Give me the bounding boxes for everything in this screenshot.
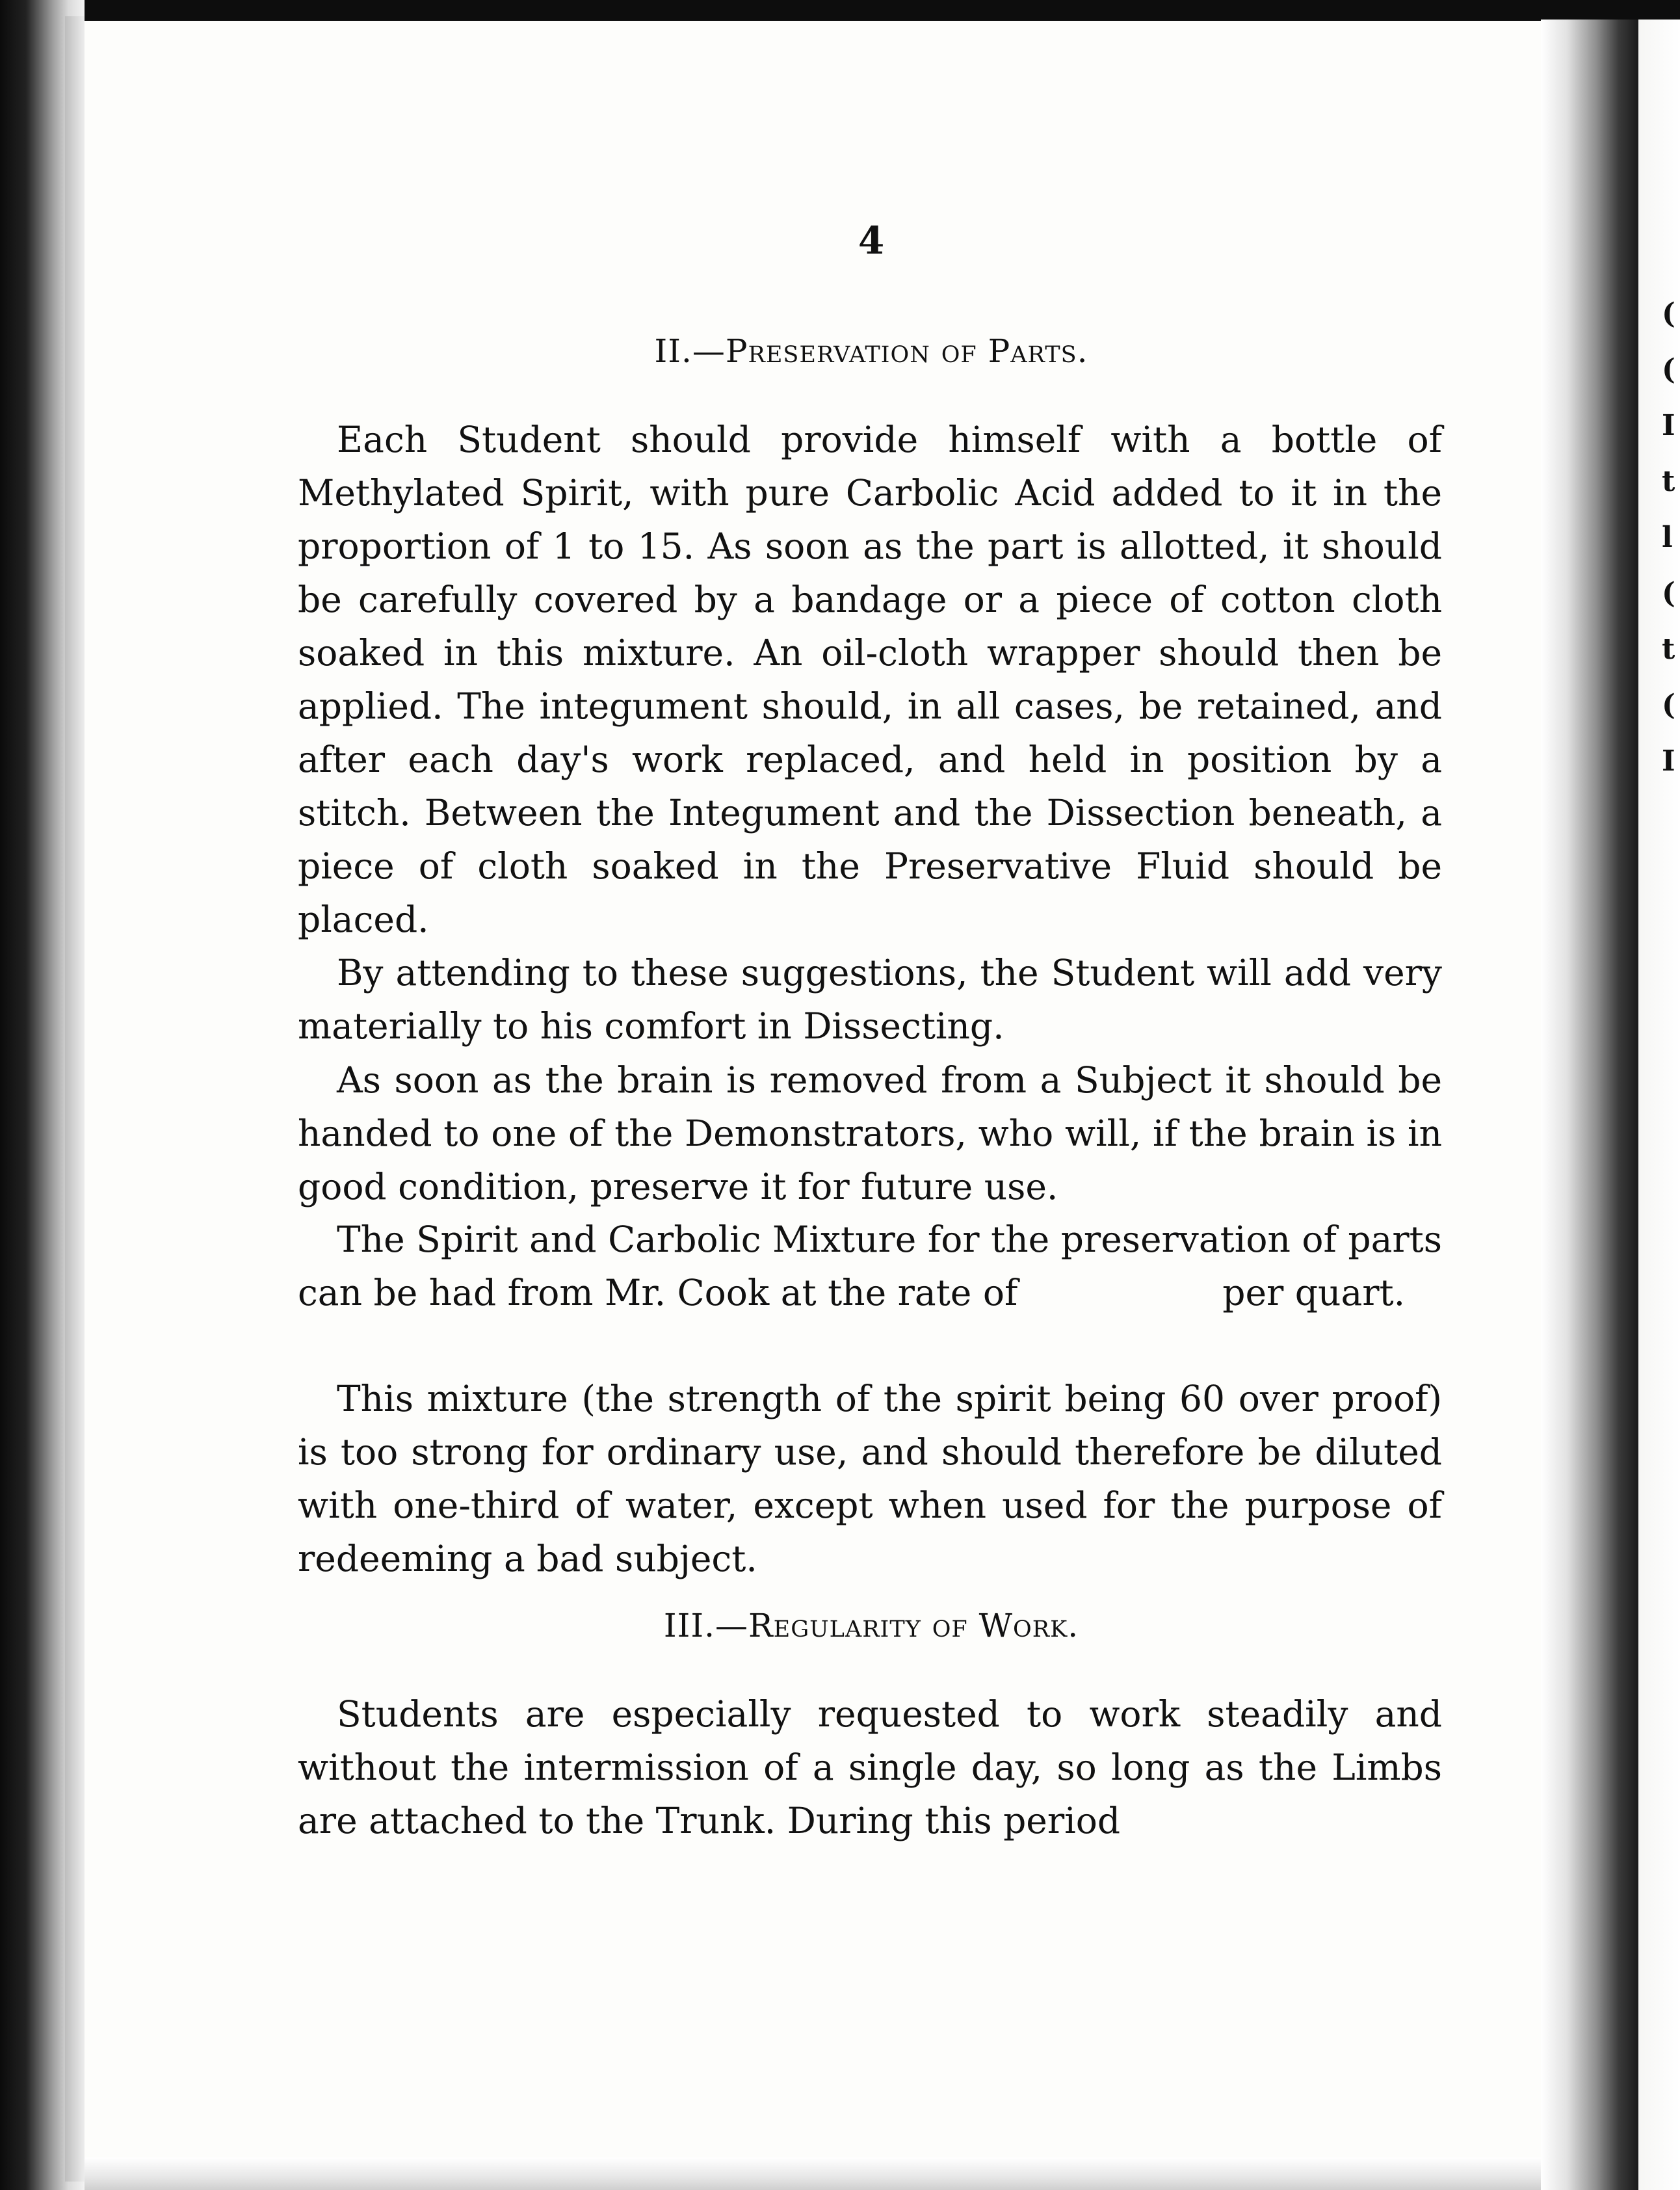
facing-page-fragment: t: [1662, 465, 1675, 498]
scan-top-border: [0, 0, 1680, 21]
facing-page-fragment: (: [1662, 353, 1675, 386]
page-number: 4: [858, 218, 885, 263]
price-text: The Spirit and Carbolic Mixture for the preservation of parts can be had from Mr. Cook at the rate of: [298, 1219, 1442, 1313]
price-unit-text: per quart.: [1222, 1272, 1406, 1313]
heading-initial: P: [725, 332, 748, 370]
heading-word: of: [941, 332, 977, 370]
paragraph-spirit-bottle: Each Student should provide himself with a bottle of Methylated Spirit, with pure Carbolic Acid added to it in the proportion of 1 to 15. As soon as the part is allotted, it should be carefully covered by a bandage or a piece of cotton cloth soaked in this mixture. An oil-cloth wrapper should then be applied. The integument should, in all cases, be retained, and after each day's work replaced, and held in position by a stitch. Between the Integument and the Dissection beneath, a piece of cloth soaked in the Preservative Fluid should be placed.: [298, 419, 1442, 940]
section-heading-regularity: [293, 1603, 1450, 1648]
facing-page-fragment: I: [1662, 409, 1675, 442]
facing-page-fragment: I: [1662, 745, 1675, 778]
section-numeral: II.—: [654, 332, 726, 370]
paragraph-mixture-strength: This mixture (the strength of the spirit being 60 over proof) is too strong for ordinary use, and should therefore be diluted with one-third of water, except when used for the purpose of redeeming a bad subject.: [298, 1378, 1442, 1579]
facing-page-fragment: (: [1662, 297, 1675, 330]
section-numeral: III.—: [663, 1607, 749, 1644]
facing-page-fragment: t: [1662, 633, 1675, 666]
heading-word: arts.: [1010, 332, 1088, 370]
section-heading-preservation: [293, 328, 1450, 374]
book-gutter-shadow: [1541, 20, 1638, 2190]
paragraph-suggestions: By attending to these suggestions, the Student will add very materially to his comfort in Dissecting.: [298, 952, 1442, 1047]
heading-initial: P: [988, 332, 1011, 370]
facing-page-fragment: (: [1662, 689, 1675, 722]
facing-page-text-fragments: [1662, 286, 1675, 789]
facing-page-fragment: (: [1662, 577, 1675, 610]
page-left-edge: [65, 16, 85, 2182]
facing-page-fragment: l: [1662, 521, 1673, 554]
heading-word: ork.: [1013, 1607, 1079, 1644]
heading-word: of: [932, 1607, 968, 1644]
heading-initial: R: [748, 1607, 774, 1644]
page-bottom-edge: [85, 2157, 1541, 2190]
paragraph-mixture-price: [298, 1213, 1442, 1319]
heading-word: reservation: [748, 332, 930, 370]
heading-initial: W: [978, 1607, 1014, 1644]
paragraph-brain-removal: As soon as the brain is removed from a Subject it should be handed to one of the Demonstrators, who will, if the brain is in good condition, preserve it for future use.: [298, 1059, 1442, 1207]
paragraph-work-steadily: Students are especially requested to work steadily and without the intermission of a single day, so long as the Limbs are attached to the Trunk. During this period: [298, 1693, 1442, 1841]
heading-word: egularity: [773, 1607, 921, 1644]
